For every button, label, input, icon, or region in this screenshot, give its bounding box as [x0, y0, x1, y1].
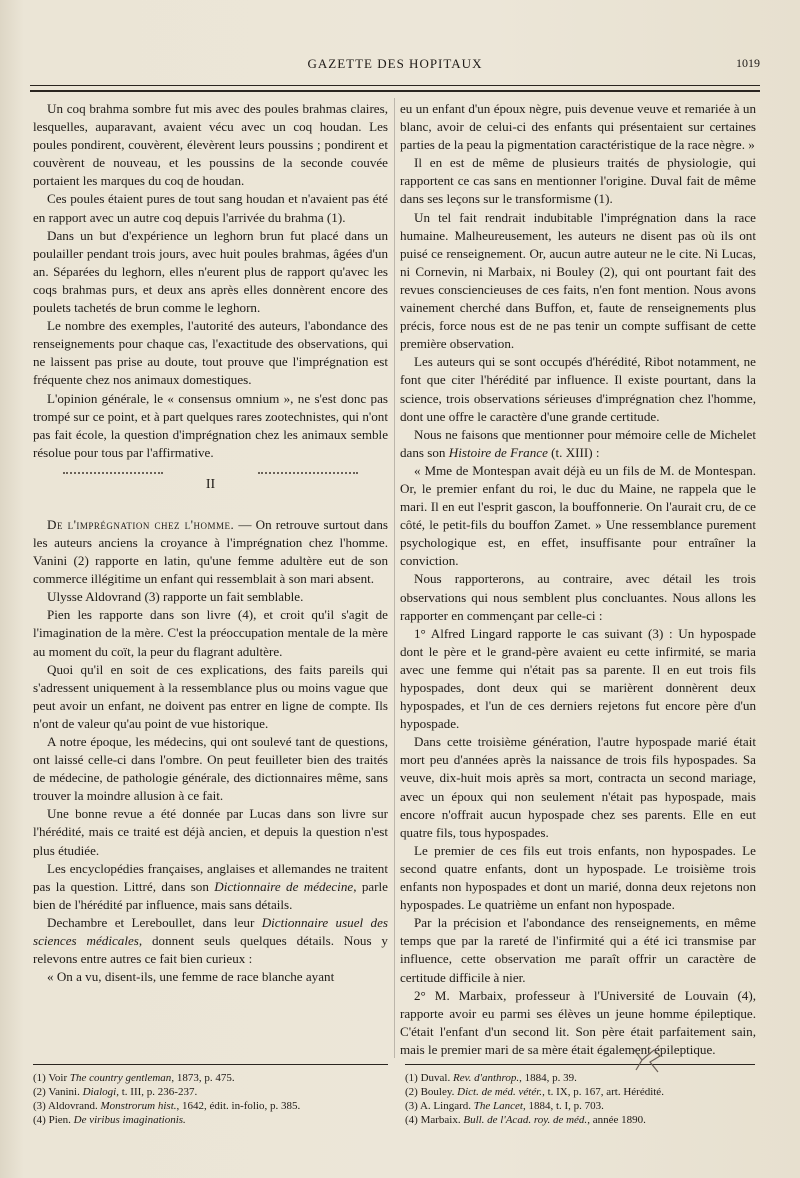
- paragraph: [400, 426, 756, 462]
- footnote-details: , 1884, p. 39.: [519, 1072, 577, 1084]
- paragraph: « Mme de Montespan avait déjà eu un fils de M. de Montespan. Or, le premier enfant du roi, le duc du Maine, ne rappela que le mari. Il en eut l'esprit gascon, la bouffonnerie. On l'aurait cru, de ce côté, le petit-fils du bouffon Zamet. » Une ressemblance purement psychologique est, en effet, insuffisante pour entraîner la conviction.: [400, 462, 756, 569]
- footnote-author: (2) Vanini.: [33, 1086, 83, 1098]
- page-number: 1019: [736, 56, 760, 70]
- footnote-author: (3) Aldovrand.: [33, 1100, 101, 1112]
- footnote: [405, 1085, 755, 1099]
- footnote: [405, 1113, 755, 1127]
- footnote-details: , 1873, p. 475.: [171, 1072, 235, 1084]
- footnote-details: , t. III, p. 236-237.: [116, 1086, 198, 1098]
- paragraph: A notre époque, les médecins, qui ont soulevé tant de questions, ont laissé celle-ci dans l'ombre. On peut feuilleter bien des traités de médecine, de pathologie générale, des dictionnaires même, sans trouver la moindre allusion à ce fait.: [33, 734, 388, 804]
- footnote-author: (1) Voir: [33, 1072, 70, 1084]
- footnote: [33, 1099, 388, 1113]
- footnote-title: Monstrorum hist.: [100, 1100, 177, 1112]
- paragraph: Ces poules étaient pures de tout sang houdan et n'avaient pas été en rapport avec un autre coq depuis l'arrivée du brahma (1).: [33, 191, 388, 225]
- left-column: [33, 100, 388, 986]
- section-dots-right: [258, 472, 358, 474]
- paragraph: Une bonne revue a été donnée par Lucas dans son livre sur l'hérédité, mais ce traité est déjà ancien, et depuis la question n'est plus étudiée.: [33, 806, 388, 858]
- footnote: [405, 1099, 755, 1113]
- footnote-title: Rev. d'anthrop.: [452, 1072, 520, 1084]
- paragraph: [33, 860, 388, 914]
- page-header: [30, 56, 760, 78]
- paragraph: [33, 914, 388, 968]
- paragraph: Nous rapporterons, au contraire, avec détail les trois observations qui nous semblent plus concluantes. Nous allons les rapporter en commençant par celle-ci :: [400, 571, 756, 623]
- section-number: II: [205, 476, 216, 492]
- book-title: Dictionnaire usuel des sciences médicales: [33, 914, 388, 949]
- paragraph: 1° Alfred Lingard rapporte le cas suivant (3) : Un hypospade dont le père et le grand-père avaient eu cette infirmité, se maria avec une femme qui n'était pas sa parente. Il en eut trois fils hypospades, dont deux qui se marièrent donnèrent deux hypospades, et l'un de ces derniers rejetons fut encore père d'un hypospade.: [400, 625, 756, 732]
- footnote-details: , t. IX, p. 167, art. Hérédité.: [542, 1086, 664, 1098]
- book-title: Histoire de France: [448, 444, 548, 460]
- footnote-rule: [33, 1064, 388, 1065]
- paragraph: Le premier de ces fils eut trois enfants, non hypospades. Le second quatre enfants, dont un hypospade. Le troisième trois enfants non hypospades et dont un marié, donna deux rejetons non hypospades. Le quatrième un enfant non hypospade.: [400, 842, 756, 913]
- paragraph: Dans cette troisième génération, l'autre hypospade marié était mort peu d'années après la naissance de trois fils hypospades. Sa veuve, dix-huit mois après sa mort, contracta un second mariage, avec un époux qui non seulement n'était pas hypospade, mais encore n'offrait aucun hypospade chez ses parents. Elle en eut quatre fils, tous hypospades.: [400, 734, 756, 840]
- paragraph: 2° M. Marbaix, professeur à l'Université de Louvain (4), rapporte avoir eu parmi ses élèves un jeune homme épileptique. C'était l'enfant d'un second lit. Son père était parfaitement sain, mais le premier mari de sa mère était également épileptique.: [400, 987, 756, 1057]
- run-in-heading: De l'imprégnation chez l'homme.: [47, 516, 235, 532]
- paragraph: Dans un but d'expérience un leghorn brun fut placé dans un poulailler pendant trois jours, avec huit poules brahmas, âgées d'un an. Séparées du leghorn, elles n'eurent plus de rapport qu'avec les coqs brahmas purs, et deux ans après elles donnèrent encore des poulets tachetés de brun comme le leghorn.: [33, 227, 388, 316]
- footnote-title: The Lancet: [473, 1100, 523, 1112]
- paragraph: Le nombre des exemples, l'autorité des auteurs, l'abondance des renseignements pour chaque cas, l'exactitude des observations, qui ne laissent pas prise au doute, tout prouve que l'imprégnation est fréquente chez nos animaux domestiques.: [33, 318, 388, 388]
- paragraph: eu un enfant d'un époux nègre, puis devenue veuve et remariée à un blanc, avoir de celui-ci des enfants qui présentaient sur certaines parties de la peau la pigmentation caractéristique de la race nègre. »: [400, 101, 756, 153]
- section-dots-left: [63, 472, 163, 474]
- journal-title: GAZETTE DES HOPITAUX: [307, 56, 483, 71]
- header-rule-thick: [30, 90, 760, 92]
- footnote-author: (2) Bouley.: [405, 1086, 458, 1098]
- footnote-rule: [405, 1064, 755, 1065]
- footnote-author: (4) Marbaix.: [405, 1114, 464, 1126]
- paragraph: Un coq brahma sombre fut mis avec des poules brahmas claires, lesquelles, auparavant, avaient vécu avec un coq houdan. Les poules pondirent, couvèrent, élevèrent leurs poussins ; pondirent et couvèrent de nouveau, et les poussins de la seconde couvée portaient les marques du coq de houdan.: [33, 101, 388, 189]
- paragraph: Les auteurs qui se sont occupés d'hérédité, Ribot notamment, ne font que citer l'hérédité par influence. Il existe pourtant, dans la science, trois observations sérieuses d'imprégnation chez l'homme, dont une offre le caractère d'une grande certitude.: [400, 354, 756, 424]
- paragraph-text: , parle bien de l'hérédité par influence, mais sans détails.: [33, 878, 388, 912]
- paragraph: Quoi qu'il en soit de ces explications, des faits pareils qui s'adressent uniquement à la ressemblance plus ou moins vague que peut avoir un enfant, ne doivent pas entrer en ligne de compte. Ils n'ont de valeur qu'au point de vue historique.: [33, 661, 388, 731]
- paragraph: « On a vu, disent-ils, une femme de race blanche ayant: [47, 969, 335, 985]
- footnote: [33, 1085, 388, 1099]
- footnote-title: De viribus imaginationis.: [73, 1114, 186, 1126]
- right-column: [400, 100, 756, 1059]
- paragraph-text: Les encyclopédies françaises, anglaises et allemandes ne traitent pas la question. Littré, dans son: [33, 860, 388, 894]
- footnote-author: (1) Duval.: [405, 1072, 453, 1084]
- footnote: [405, 1071, 755, 1085]
- footnotes-left: [33, 1064, 388, 1127]
- footnote-details: , 1642, édit. in-folio, p. 385.: [176, 1100, 301, 1112]
- footnote-title: The country gentleman: [69, 1072, 172, 1084]
- column-divider: [394, 98, 395, 1058]
- footnote-title: Dict. de méd. vétér.: [457, 1086, 543, 1098]
- footnote-author: (3) A. Lingard.: [405, 1100, 474, 1112]
- footnote: [33, 1113, 388, 1127]
- header-rule-thin: [30, 85, 760, 86]
- paragraph: Ulysse Aldovrand (3) rapporte un fait semblable.: [47, 589, 304, 605]
- footnotes-right: [405, 1064, 755, 1127]
- footnote: [33, 1071, 388, 1085]
- section-heading: [33, 472, 388, 508]
- paragraph-text: Dechambre et Lereboullet, dans leur: [47, 914, 262, 930]
- footnote-title: Bull. de l'Acad. roy. de méd.: [463, 1114, 588, 1126]
- footnote-details: , 1884, t. I, p. 703.: [522, 1100, 604, 1112]
- book-title: Dictionnaire de médecine: [214, 878, 354, 894]
- paragraph-text: — On retrouve surtout dans les auteurs anciens la croyance à l'imprégnation chez l'homme. Vanini (2) rapporte en latin, qu'une femme adultère eut de son commerce illégitime un enfant qui ressemblait à son mari absent.: [33, 516, 388, 587]
- paragraph: [33, 516, 388, 588]
- paragraph: Un tel fait rendrait indubitable l'imprégnation dans la race humaine. Malheureusement, les auteurs ne disent pas où ils ont puisé ce renseignement. Or, aucun autre auteur ne le cite. Ni Lucas, ni Cornevin, ni Marbaix, ni Bouley (2), qui ont pourtant fait des revues consciencieuses de ces faits, n'en font mention. Nous avons vainement cherché dans Buffon, et, faute de renseignements plus précis, force nous est de ne pas tenir un compte suffisant de cette première observation.: [400, 209, 756, 352]
- paragraph-text: (t. XIII) :: [547, 444, 600, 460]
- footnote-details: , année 1890.: [587, 1114, 646, 1126]
- footnote-author: (4) Pien.: [33, 1114, 74, 1126]
- paragraph-text: Nous ne faisons que mentionner pour mémoire celle de Michelet dans son: [400, 426, 756, 460]
- library-stamp-icon: [632, 1046, 662, 1074]
- paragraph: L'opinion générale, le « consensus omnium », ne s'est donc pas trompé sur ce point, et à part quelques rares zootechnistes, qui n'ont pas fait école, la question d'imprégnation chez les animaux semble résolue pour tous par l'affirmative.: [33, 390, 388, 460]
- paragraph: Pien les rapporte dans son livre (4), et croit qu'il s'agit de l'imagination de la mère. C'est la préoccupation mentale de la mère au moment du coït, la peur du flagrant adultère.: [33, 607, 388, 659]
- footnote-title: Dialogi: [82, 1086, 117, 1098]
- paragraph: Il en est de même de plusieurs traités de physiologie, qui rapportent ce cas sans en mentionner l'origine. Duval fait de même dans ses leçons sur le transformisme (1).: [400, 155, 756, 207]
- paragraph: Par la précision et l'abondance des renseignements, en même temps que par la rareté de l'infirmité qui a été ici transmise par influence, cette observation me paraît offrir un caractère de certitude difficile à nier.: [400, 915, 756, 985]
- paragraph-text: , donnent seuls quelques détails. Nous y relevons entre autres ce fait bien curieux :: [33, 933, 388, 967]
